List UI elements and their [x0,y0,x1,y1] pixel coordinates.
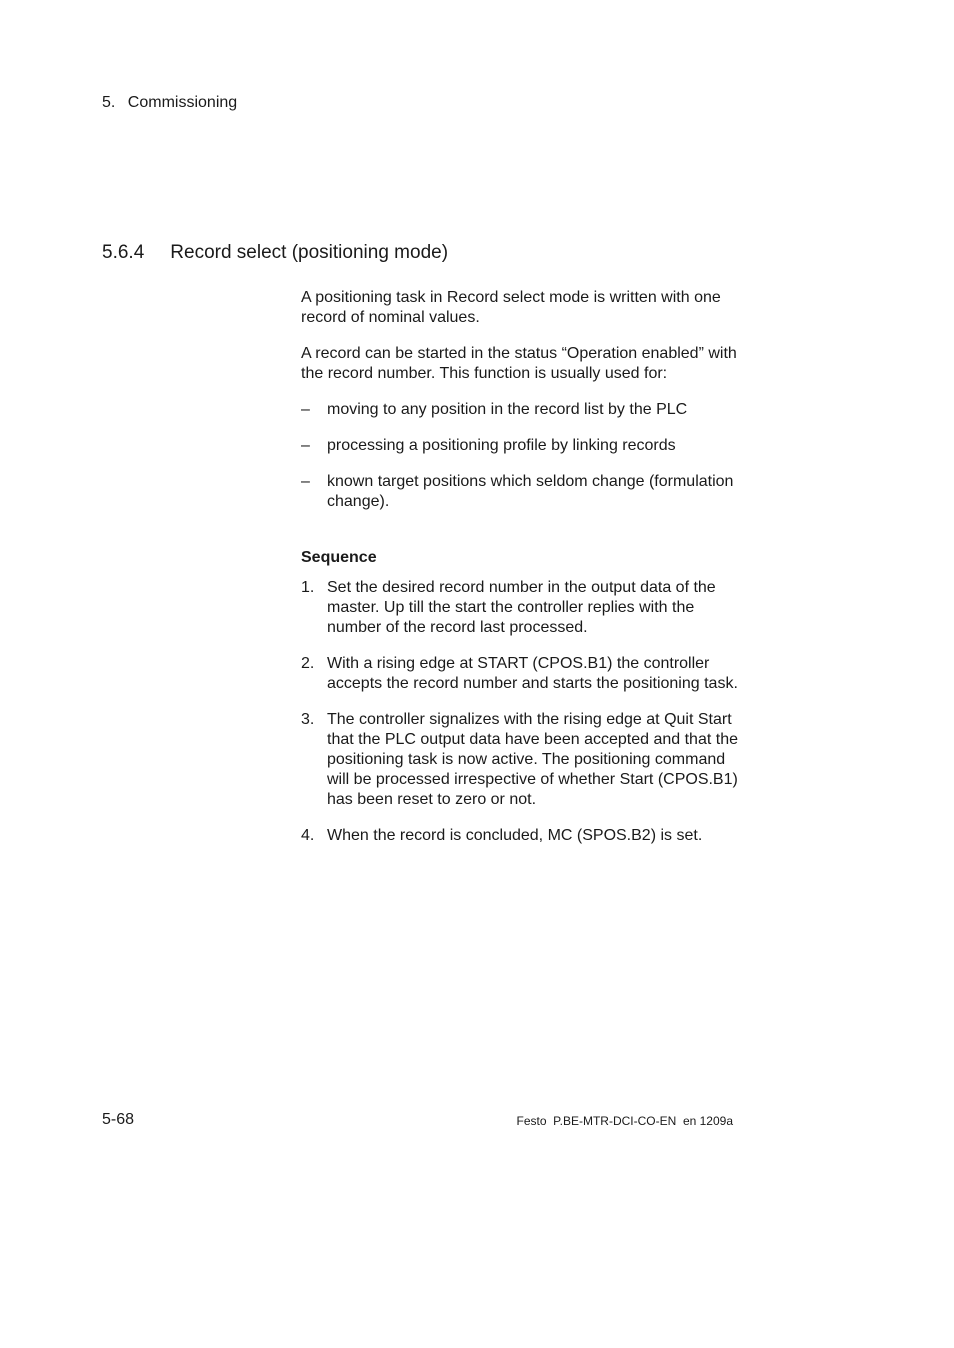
step-number: 1. [301,579,315,596]
document-id: Festo P.BE-MTR-DCI-CO-EN en 1209a [516,1114,733,1128]
step-number: 4. [301,827,315,844]
sequence-step [301,578,741,638]
sequence-step [301,826,741,846]
dash-marker: – [301,401,310,418]
use-item-text: processing a positioning profile by linking records [327,437,676,454]
use-item [301,400,741,420]
step-text: The controller signalizes with the rising edge at Quit Start that the PLC output data have been accepted and that the positioning task is now active. The positioning command will be processed irrespective of whether Start (CPOS.B1) has been reset to zero or not. [327,711,738,808]
sequence-step [301,654,741,694]
chapter-title: Commissioning [127,94,238,111]
step-text: When the record is concluded, MC (SPOS.B2) is set. [327,827,703,844]
sequence-heading: Sequence [301,549,377,566]
page-number: 5-68 [102,1111,135,1128]
use-item-text: known target positions which seldom change (formulation change). [327,473,734,510]
section-heading [102,242,448,264]
use-item [301,472,741,512]
dash-marker: – [301,473,310,490]
page-header [102,94,237,112]
use-item-text: moving to any position in the record list by the PLC [327,401,688,418]
step-text: With a rising edge at START (CPOS.B1) the controller accepts the record number and starts the positioning task. [327,655,738,692]
intro-paragraph: A positioning task in Record select mode is written with one record of nominal values. [301,289,721,326]
section-title: Record select (positioning mode) [170,242,449,263]
intro-paragraph: A record can be started in the status “Operation enabled” with the record number. This function is usually used for: [301,345,737,382]
use-item [301,436,741,456]
step-number: 2. [301,655,315,672]
step-number: 3. [301,711,315,728]
step-text: Set the desired record number in the output data of the master. Up till the start the controller replies with the number of the record last processed. [327,579,716,636]
sequence-step [301,710,741,810]
body-text [301,288,741,862]
section-number: 5.6.4 [102,242,145,263]
dash-marker: – [301,437,310,454]
chapter-number: 5. [102,94,116,111]
